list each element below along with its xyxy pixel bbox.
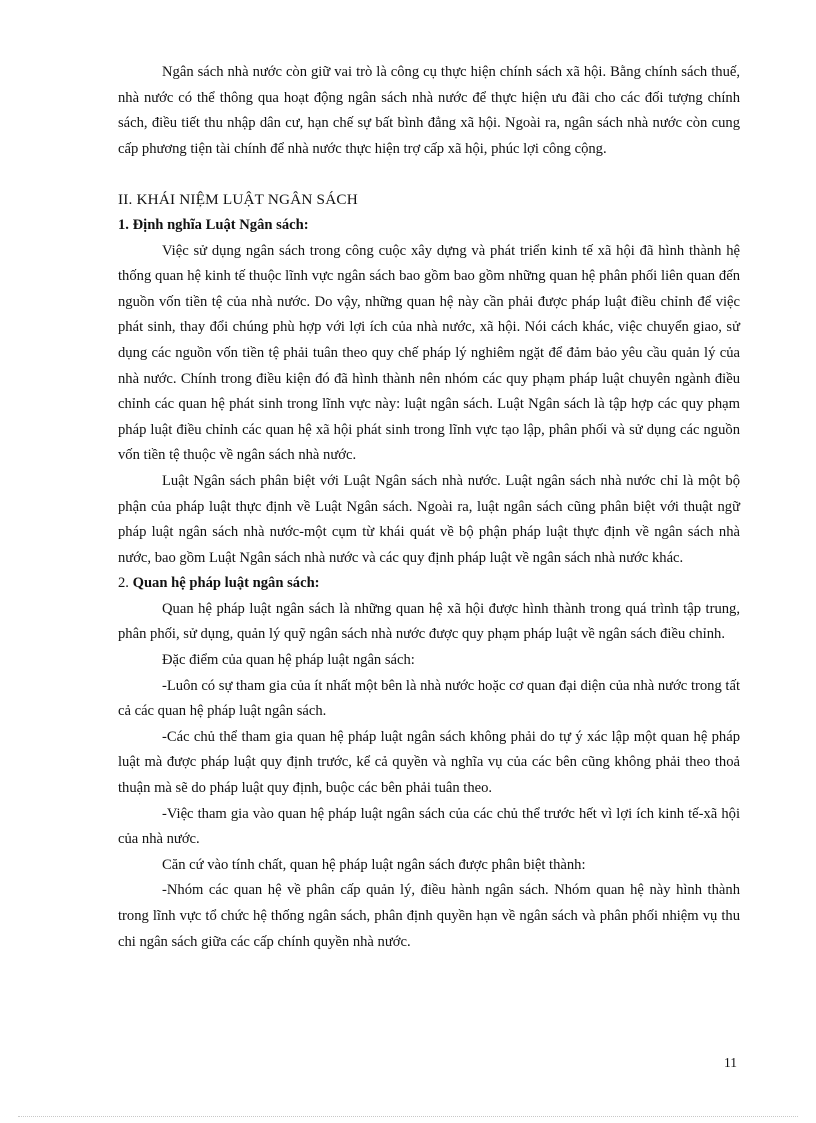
subsection-1-paragraph: Việc sử dụng ngân sách trong công cuộc xây dựng và phát triển kinh tế xã hội đã hình thành hệ thống quan hệ kinh tế thuộc lĩnh vực ngân sách bao gồm bao gồm những quan hệ phân phối liên quan đến nguồn vốn tiền tệ của nhà nước. Do vậy, những quan hệ này cần phải được pháp luật điều chỉnh để việc phát sinh, thay đổi chúng phù hợp với lợi ích của nhà nước, xã hội. Nói cách khác, việc chuyển giao, sử dụng các nguồn vốn tiền tệ phải tuân theo quy chế pháp lý nghiêm ngặt để đảm bảo yêu cầu quản lý của nhà nước. Chính trong điều kiện đó đã hình thành nên nhóm các quy phạm pháp luật chuyên ngành điều chỉnh các quan hệ phát sinh trong lĩnh vực này: luật ngân sách. Luật Ngân sách là tập hợp các quy phạm pháp luật điều chỉnh các quan hệ xã hội phát sinh trong lĩnh vực tạo lập, phân phối và sử dụng các nguồn vốn tiền tệ thuộc về ngân sách nhà nước. [118,242,740,464]
subsection-2-paragraph: Căn cứ vào tính chất, quan hệ pháp luật ngân sách được phân biệt thành: [162,856,586,873]
document-page [118,60,740,955]
footer-divider [18,1116,798,1117]
subsection-1-paragraph: Luật Ngân sách phân biệt với Luật Ngân sách nhà nước. Luật ngân sách nhà nước chỉ là một bộ phận của pháp luật thực định về Luật Ngân sách. Ngoài ra, luật ngân sách cũng phân biệt với thuật ngữ pháp luật ngân sách nhà nước-một cụm từ khái quát về bộ phận pháp luật thực định về ngân sách nhà nước, bao gồm Luật Ngân sách nhà nước và các quy định pháp luật về ngân sách nhà nước khác. [118,472,740,566]
subsection-2-paragraph: -Nhóm các quan hệ về phân cấp quản lý, điều hành ngân sách. Nhóm quan hệ này hình thành trong lĩnh vực tổ chức hệ thống ngân sách, phân định quyền hạn về ngân sách và phân phối nhiệm vụ thu chi ngân sách giữa các cấp chính quyền nhà nước. [118,882,740,950]
subsection-2-number: 2. [118,575,133,592]
subsection-1-title: 1. Định nghĩa Luật Ngân sách: [118,216,309,233]
subsection-2-paragraph: Đặc điểm của quan hệ pháp luật ngân sách: [162,652,415,669]
section-title: II. KHÁI NIỆM LUẬT NGÂN SÁCH [118,191,358,209]
subsection-2-heading [118,571,740,597]
page-number: 11 [724,1055,737,1070]
subsection-2-paragraph: -Việc tham gia vào quan hệ pháp luật ngân sách của các chủ thể trước hết vì lợi ích kinh tế-xã hội của nhà nước. [118,805,740,848]
subsection-2-paragraph: Quan hệ pháp luật ngân sách là những quan hệ xã hội được hình thành trong quá trình tập trung, phân phối, sử dụng, quản lý quỹ ngân sách nhà nước được quy phạm pháp luật về ngân sách điều chỉnh. [118,600,740,643]
subsection-2-title: Quan hệ pháp luật ngân sách: [132,575,320,592]
intro-paragraph: Ngân sách nhà nước còn giữ vai trò là công cụ thực hiện chính sách xã hội. Bằng chính sách thuế, nhà nước có thể thông qua hoạt động ngân sách nhà nước để thực hiện ưu đãi cho các đối tượng chính sách, điều tiết thu nhập dân cư, hạn chế sự bất bình đẳng xã hội. Ngoài ra, ngân sách nhà nước còn cung cấp phương tiện tài chính để nhà nước thực hiện trợ cấp xã hội, phúc lợi công cộng. [118,64,740,157]
subsection-2-paragraph: -Luôn có sự tham gia của ít nhất một bên là nhà nước hoặc cơ quan đại diện của nhà nước trong tất cả các quan hệ pháp luật ngân sách. [118,677,740,720]
subsection-2-paragraph: -Các chủ thể tham gia quan hệ pháp luật ngân sách không phải do tự ý xác lập một quan hệ pháp luật mà được pháp luật quy định trước, kể cả quyền và nghĩa vụ của các bên cũng không phải theo thoả thuận mà sẽ do pháp luật quy định, buộc các bên phải tuân theo. [118,728,740,797]
